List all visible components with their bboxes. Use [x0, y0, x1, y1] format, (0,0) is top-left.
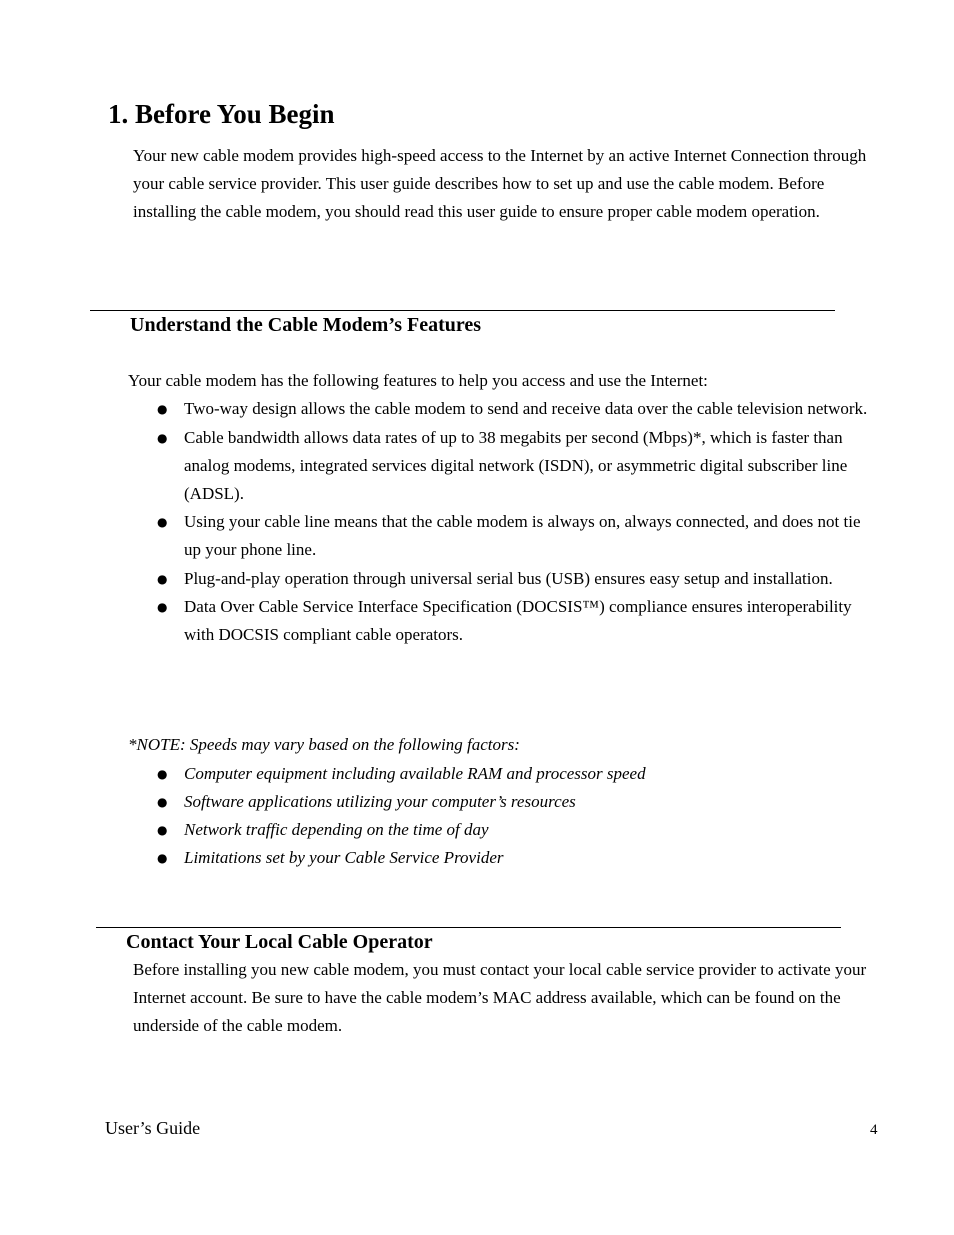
list-item-text: Software applications utilizing your computer’s resources — [184, 792, 576, 811]
list-item — [157, 844, 874, 872]
bullet-icon: ● — [157, 767, 168, 781]
bullet-icon: ● — [157, 851, 168, 865]
features-heading: Understand the Cable Modem’s Features — [130, 314, 482, 336]
list-item-text: Two-way design allows the cable modem to send and receive data over the cable television network. — [184, 399, 868, 418]
features-list — [157, 395, 874, 650]
list-item-text: Limitations set by your Cable Service Provider — [184, 848, 504, 867]
page-title: 1. Before You Begin — [108, 99, 335, 129]
list-item-text: Plug-and-play operation through universal serial bus (USB) ensures easy setup and installation. — [184, 568, 833, 588]
speed-factors-list — [157, 760, 874, 872]
bullet-icon: ● — [157, 515, 168, 530]
list-item — [157, 395, 874, 423]
section-divider-features — [90, 310, 835, 311]
footer-guide-label: User’s Guide — [105, 1118, 201, 1138]
list-item-text: Computer equipment including available RAM and processor speed — [184, 764, 646, 783]
speed-note: *NOTE: Speeds may vary based on the following factors: — [128, 735, 520, 754]
intro-paragraph: Your new cable modem provides high-speed access to the Internet by an active Internet Connection through your cable service provider. This user guide describes how to set up and use the cable modem. Before installing the cable modem, you should read this user guide to ensure proper cable modem operation. — [133, 146, 867, 221]
section-divider-contact — [96, 927, 841, 928]
list-item — [157, 593, 874, 649]
bullet-icon: ● — [157, 795, 168, 809]
page-number: 4 — [870, 1122, 878, 1138]
list-item — [157, 760, 874, 788]
bullet-icon: ● — [157, 402, 168, 416]
contact-heading: Contact Your Local Cable Operator — [126, 931, 433, 953]
list-item — [157, 788, 874, 816]
list-item — [157, 816, 874, 844]
list-item — [157, 424, 874, 508]
list-item-text: Cable bandwidth allows data rates of up to 38 megabits per second (Mbps)*, which is faster than analog modems, integrated services digital network (ISDN), or asymmetric digital subscriber line (ADSL). — [184, 427, 848, 503]
list-item-text: Network traffic depending on the time of day — [184, 820, 489, 839]
bullet-icon: ● — [157, 430, 168, 445]
list-item — [157, 565, 874, 593]
bullet-icon: ● — [157, 600, 168, 615]
list-item — [157, 508, 874, 564]
list-item-text: Data Over Cable Service Interface Specification (DOCSIS™) compliance ensures interoperability with DOCSIS compliant cable operators. — [184, 597, 852, 645]
list-item-text: Using your cable line means that the cable modem is always on, always connected, and does not tie up your phone line. — [184, 512, 861, 560]
bullet-icon: ● — [157, 823, 168, 837]
bullet-icon: ● — [157, 571, 168, 586]
features-lead: Your cable modem has the following features to help you access and use the Internet: — [128, 371, 708, 390]
contact-paragraph: Before installing you new cable modem, you must contact your local cable service provider to activate your Internet account. Be sure to have the cable modem’s MAC address available, which can be found on the underside of the cable modem. — [133, 960, 867, 1035]
